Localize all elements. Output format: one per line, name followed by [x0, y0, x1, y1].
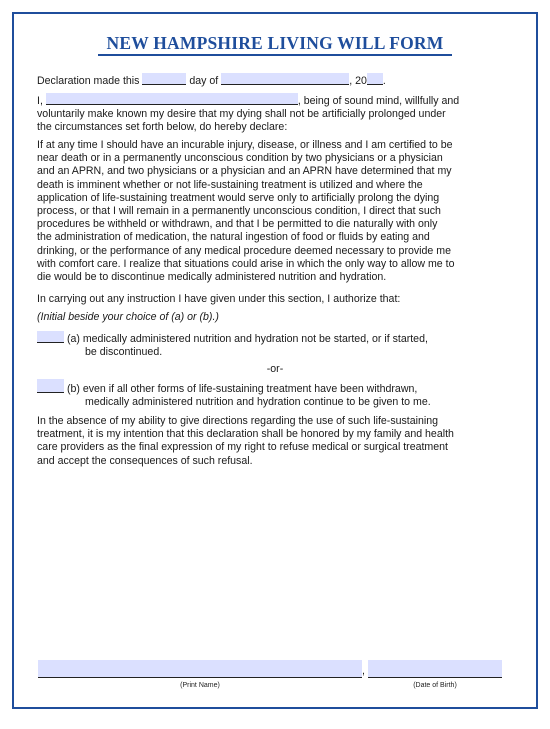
- option-b-initial-field[interactable]: [37, 379, 64, 393]
- main-paragraph-line: the administration of medication, the natural ingestion of food or fluids by eating and: [37, 231, 430, 244]
- closing-paragraph-line: treatment, it is my intention that this declaration shall be honored by my family and health: [37, 428, 454, 441]
- closing-paragraph-line: and accept the consequences of such refusal.: [37, 454, 253, 467]
- authorize-text: In carrying out any instruction I have given under this section, I authorize that:: [37, 293, 401, 305]
- closing-paragraph-line: In the absence of my ability to give directions regarding the use of such life-sustaining: [37, 415, 439, 427]
- intro-line1-suffix: , being of sound mind, willfully and: [297, 95, 460, 107]
- print-name-label: (Print Name): [180, 682, 220, 689]
- title-underline: [98, 54, 452, 56]
- intro-line2: voluntarily make known my desire that my dying shall not be artificially prolonged under: [37, 108, 446, 121]
- declaration-year-prefix: , 20: [349, 75, 367, 87]
- declarant-name-field[interactable]: [46, 93, 298, 105]
- option-a-line1: (a) medically administered nutrition and hydration not be started, or if started,: [66, 333, 428, 345]
- main-paragraph-line: process, or that I will remain in a permanently unconscious condition, I direct that such: [37, 205, 441, 218]
- initial-instruction: [37, 311, 513, 324]
- declaration-month-field[interactable]: [221, 73, 349, 85]
- intro-line3: the circumstances set forth below, do hereby declare:: [37, 121, 288, 134]
- form-title: NEW HAMPSHIRE LIVING WILL FORM: [106, 33, 444, 53]
- intro-prefix: I,: [37, 95, 43, 107]
- main-paragraph-line: death is imminent whether or not life-sustaining treatment is utilized and where the: [37, 178, 423, 191]
- print-name-field[interactable]: [38, 660, 362, 678]
- closing-paragraph-line: care providers as the final expression of my right to refuse medical or surgical treatment: [37, 441, 448, 454]
- declaration-year-field[interactable]: [367, 73, 383, 85]
- main-paragraph-line: and an APRN, and two physicians or a physician and an APRN have determined that my: [37, 165, 452, 178]
- main-paragraph-line: drinking, or the performance of any medical procedure deemed necessary to provide me: [37, 244, 451, 257]
- option-b: [37, 379, 513, 409]
- intro-paragraph: [37, 93, 513, 135]
- initial-instruction-text: (Initial beside your choice of (a) or (b).): [37, 311, 219, 323]
- declaration-line: [37, 73, 513, 88]
- main-paragraph-line: die would be to discontinue medically administered nutrition and hydration.: [37, 271, 387, 284]
- main-paragraph-line: If at any time I should have an incurable injury, disease, or illness and I am certified to be: [37, 139, 453, 151]
- authorize-paragraph: [37, 293, 513, 306]
- option-b-line2: medically administered nutrition and hydration continue to be given to me.: [85, 396, 431, 409]
- main-paragraph-line: near death or in a permanently unconscious condition by two physicians or a physician: [37, 152, 443, 165]
- option-a: [37, 331, 513, 359]
- main-paragraph-line: procedures be withheld or withdrawn, and that I be permitted to die naturally with only: [37, 218, 438, 231]
- declaration-period: .: [382, 75, 386, 87]
- signature-comma: ,: [362, 665, 365, 677]
- option-b-line1: (b) even if all other forms of life-sustaining treatment have been withdrawn,: [66, 383, 418, 395]
- main-paragraph-line: application of life-sustaining treatment would serve only to artificially prolong the dying: [37, 191, 440, 204]
- declaration-prefix: Declaration made this: [37, 75, 140, 87]
- date-of-birth-label: (Date of Birth): [413, 682, 457, 689]
- closing-paragraph: [37, 415, 513, 468]
- main-paragraph: [37, 139, 513, 284]
- or-separator: -or-: [266, 363, 284, 375]
- date-of-birth-field[interactable]: [368, 660, 502, 678]
- declaration-day-field[interactable]: [142, 73, 186, 85]
- option-a-initial-field[interactable]: [37, 331, 64, 343]
- main-paragraph-line: with comfort care. I realize that situations could arise in which the only way to allow me to: [37, 257, 455, 270]
- declaration-day-of: day of: [189, 75, 219, 87]
- option-a-line2: be discontinued.: [85, 346, 163, 359]
